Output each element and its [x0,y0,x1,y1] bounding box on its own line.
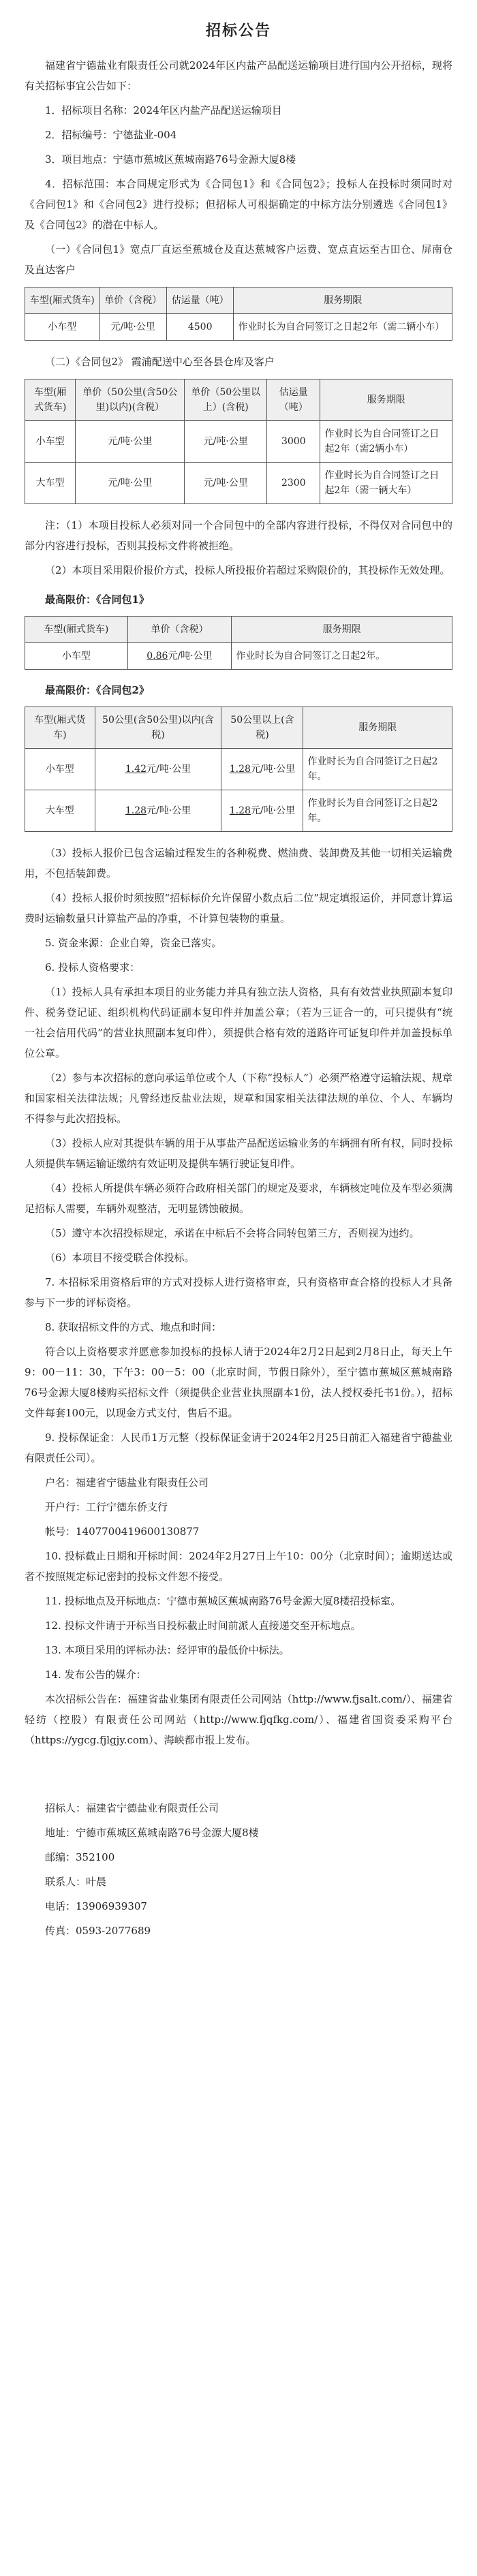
unit-price: 元/吨·公里 [185,421,267,463]
bank-account-name: 户名：福建省宁德盐业有限责任公司 [45,1476,209,1489]
paragraph: （5）遵守本次招投标规定，承诺在中标后不会将合同转包第三方，否则视为违约。 [45,1227,420,1239]
column-header: 50公里(含50公里)以内(含税) [95,707,221,749]
column-header: 50公里以上(含税) [221,707,303,749]
paragraph: 8. 获取招标文件的方式、地点和时间： [45,1321,222,1333]
max-price [127,643,232,670]
note-1: 注：（1）本项目投标人必须对同一个合同包中的全部内容进行投标，不得仅对合同包中的部分内容进行投标，否则其投标文件将被拒绝。 [25,519,452,552]
max-price-value: 0.86 [147,651,168,662]
column-header: 车型(厢式货车) [25,379,76,421]
column-header: 估运量（吨） [267,379,320,421]
paragraph: （3）投标人报价已包含运输过程发生的各种税费、燃油费、装卸费及其他一切相关运输费用，不包括装卸费。 [25,847,452,880]
column-header: 车型(厢式货车) [25,617,128,643]
item-4: 4．招标范围：本合同规定形式为《合同包1》和《合同包2》；投标人在投标时须同时对《合同包1》和《合同包2》进行投标；但招标人可根据确定的中标方法分别遴选《合同包1》及《合同包2》的潜在中标人。 [25,178,452,231]
paragraph: 符合以上资格要求并愿意参加投标的投标人请于2024年2月2日起到2月8日止，每天上午9：00－11：30，下午3：00－5：00（北京时间，节假日除外），至宁德市蕉城区蕉城南路76号金源大厦8楼购买招标文件（须提供企业营业执照副本1份，法人授权委托书1份。），招标文件每套100元，以现金方式支付，售后不退。 [25,1346,452,1419]
max-price-value: 1.28 [125,805,147,816]
address: 地址：宁德市蕉城区蕉城南路76号金源大厦8楼 [45,1827,259,1839]
table-header-row [25,379,452,421]
paragraph: （3）投标人应对其提供车辆的用于从事盐产品配送运输业务的车辆拥有所有权，同时投标人须提供车辆运输证缴纳有效证明及提供车辆行驶证复印件。 [25,1137,452,1170]
limit1-caption: 最高限价：《合同包1》 [45,593,149,606]
price-unit: 元/吨·公里 [168,651,213,662]
vehicle-type: 小车型 [25,749,95,790]
phone: 电话：13906939307 [45,1900,147,1912]
service-term: 作业时长为自合同签订之日起2年。 [303,790,452,832]
table-row [25,790,452,832]
item-2: 2．招标编号：宁德盐业-004 [45,129,177,141]
paragraph: 10. 投标截止日期和开标时间：2024年2月27日上午10：00分（北京时间）；逾期送达或者不按照规定标记密封的投标文件恕不接受。 [25,1550,452,1583]
tenderer: 招标人：福建省宁德盐业有限责任公司 [45,1802,219,1814]
paragraph: （4）投标人所提供车辆必须符合政府相关部门的规定及要求，车辆核定吨位及车型必须满足招标人需要，车辆外观整洁，无明显锈蚀破损。 [25,1182,452,1215]
table-header-row [25,707,452,749]
pkg1-heading: （一）《合同包1》宽点厂直运至蕉城仓及直达蕉城客户运费、宽点直运至古田仓、屏南仓及直达客户 [25,243,452,276]
vehicle-type: 大车型 [25,463,76,504]
table-row [25,421,452,463]
volume: 4500 [166,314,233,341]
item-3: 3．项目地点：宁德市蕉城区蕉城南路76号金源大厦8楼 [45,153,296,166]
column-header: 单价（含税） [99,288,166,314]
column-header: 单价（50公里以上）(含税) [185,379,267,421]
signature-block [25,1798,452,1941]
paragraph: 7. 本招标采用资格后审的方式对投标人进行资格审查，只有资格审查合格的投标人才具备参与下一步的评标资格。 [25,1276,452,1309]
column-header: 单价（50公里(含50公里)以内)(含税） [76,379,185,421]
paragraph: 11. 投标地点及开标地点：宁德市蕉城区蕉城南路76号金源大厦8楼招投标室。 [45,1595,401,1607]
table-header-row [25,288,452,314]
service-term: 作业时长为自合同签订之日起2年（需2辆小车） [320,421,452,463]
paragraph: （2）参与本次招标的意向承运单位或个人（下称“投标人”）必须严格遵守运输法规、规章和国家相关法律法规；凡曾经违反盐业法规，规章和国家相关法律法规的单位、个人、车辆均不得参与此次招投标。 [25,1072,452,1125]
price-unit: 元/吨·公里 [250,764,296,775]
max-price [221,749,303,790]
unit-price: 元/吨·公里 [185,463,267,504]
table-row [25,314,452,341]
vehicle-type: 小车型 [25,643,128,670]
limit1-table [25,616,452,670]
note-2: （2）本项目采用限价报价方式，投标人所投报价若超过采购限价的，其投标作无效处理。 [45,564,450,576]
service-term: 作业时长为自合同签订之日起2年。 [232,643,452,670]
column-header: 服务期限 [232,617,452,643]
page-title: 招标公告 [205,22,271,40]
vehicle-type: 大车型 [25,790,95,832]
max-price-value: 1.28 [229,805,251,816]
column-header: 服务期限 [303,707,452,749]
pkg2-heading: （二）《合同包2》 霞浦配送中心至各县仓库及客户 [45,356,275,368]
unit-price: 元/吨·公里 [76,463,185,504]
price-unit: 元/吨·公里 [147,805,191,816]
column-header: 服务期限 [320,379,452,421]
max-price-value: 1.28 [229,764,251,775]
contact-person: 联系人：叶晨 [45,1876,107,1888]
column-header: 服务期限 [234,288,452,314]
paragraph: 本次招标公告在：福建省盐业集团有限责任公司网站（http://www.fjsalt.com/）、福建省轻纺（控股）有限责任公司网站（http://www.fjqfkg.com/）、福建省国资委采购平台（https://ygcg.fjlgjy.com）、海峡都市报上发布。 [25,1693,452,1746]
column-header: 单价（含税） [127,617,232,643]
limit2-table [25,707,452,832]
pkg1-table [25,287,452,341]
table-row [25,643,452,670]
paragraph: 5. 资金来源：企业自筹，资金已落实。 [45,937,222,949]
price-unit: 元/吨·公里 [147,764,191,775]
max-price [95,790,221,832]
table-header-row [25,617,452,643]
postcode: 邮编：352100 [45,1851,115,1863]
paragraph: 6. 投标人资格要求： [45,961,140,974]
max-price-value: 1.42 [125,764,147,775]
paragraph: （4）投标人报价时须按照“招标标价允许保留小数点后二位”规定填报运价，并同意计算运费时运输数量只计算盐产品的净重，不计算包装物的重量。 [25,892,452,925]
volume: 3000 [267,421,320,463]
service-term: 作业时长为自合同签订之日起2年。 [303,749,452,790]
service-term: 作业时长为自合同签订之日起2年（需一辆大车） [320,463,452,504]
unit-price: 元/吨·公里 [76,421,185,463]
vehicle-type: 小车型 [25,314,100,341]
table-row [25,749,452,790]
column-header: 车型(厢式货车) [25,707,95,749]
service-term: 作业时长为自合同签订之日起2年（需二辆小车） [234,314,452,341]
max-price [221,790,303,832]
item-1: 1．招标项目名称：2024年区内盐产品配送运输项目 [45,104,282,117]
paragraph: 13. 本项目采用的评标办法：经评审的最低价中标法。 [45,1644,290,1656]
paragraph: （1）投标人具有承担本项目的业务能力并具有独立法人资格，具有有效营业执照副本复印件、税务登记证、组织机构代码证副本复印件并加盖公章；（若为三证合一的，可只提供有“统一社会信用代码”的营业执照副本复印件），须提供合格有效的道路许可证复印件并加盖投标单位公章。 [25,986,452,1059]
table-row [25,463,452,504]
paragraph: 12. 投标文件请于开标当日投标截止时间前派人直接递交至开标地点。 [45,1619,361,1632]
unit-price: 元/吨·公里 [99,314,166,341]
limit2-caption: 最高限价：《合同包2》 [45,684,149,696]
column-header: 车型(厢式货车) [25,288,100,314]
bank-name: 开户行：工行宁德东侨支行 [45,1501,168,1513]
vehicle-type: 小车型 [25,421,76,463]
max-price [95,749,221,790]
column-header: 估运量（吨） [166,288,233,314]
price-unit: 元/吨·公里 [250,805,296,816]
paragraph: （6）本项目不接受联合体投标。 [45,1252,195,1264]
fax: 传真：0593-2077689 [45,1925,151,1937]
pkg2-table [25,379,452,504]
bank-account-number: 帐号：1407700419600130877 [45,1525,200,1538]
paragraph: 9. 投标保证金：人民币1万元整（投标保证金请于2024年2月25日前汇入福建省宁德盐业有限责任公司）。 [25,1431,452,1464]
intro-paragraph: 福建省宁德盐业有限责任公司就2024年区内盐产品配送运输项目进行国内公开招标，现将有关招标事宜公告如下： [25,59,452,92]
paragraph: 14. 发布公告的媒介： [45,1669,147,1681]
volume: 2300 [267,463,320,504]
